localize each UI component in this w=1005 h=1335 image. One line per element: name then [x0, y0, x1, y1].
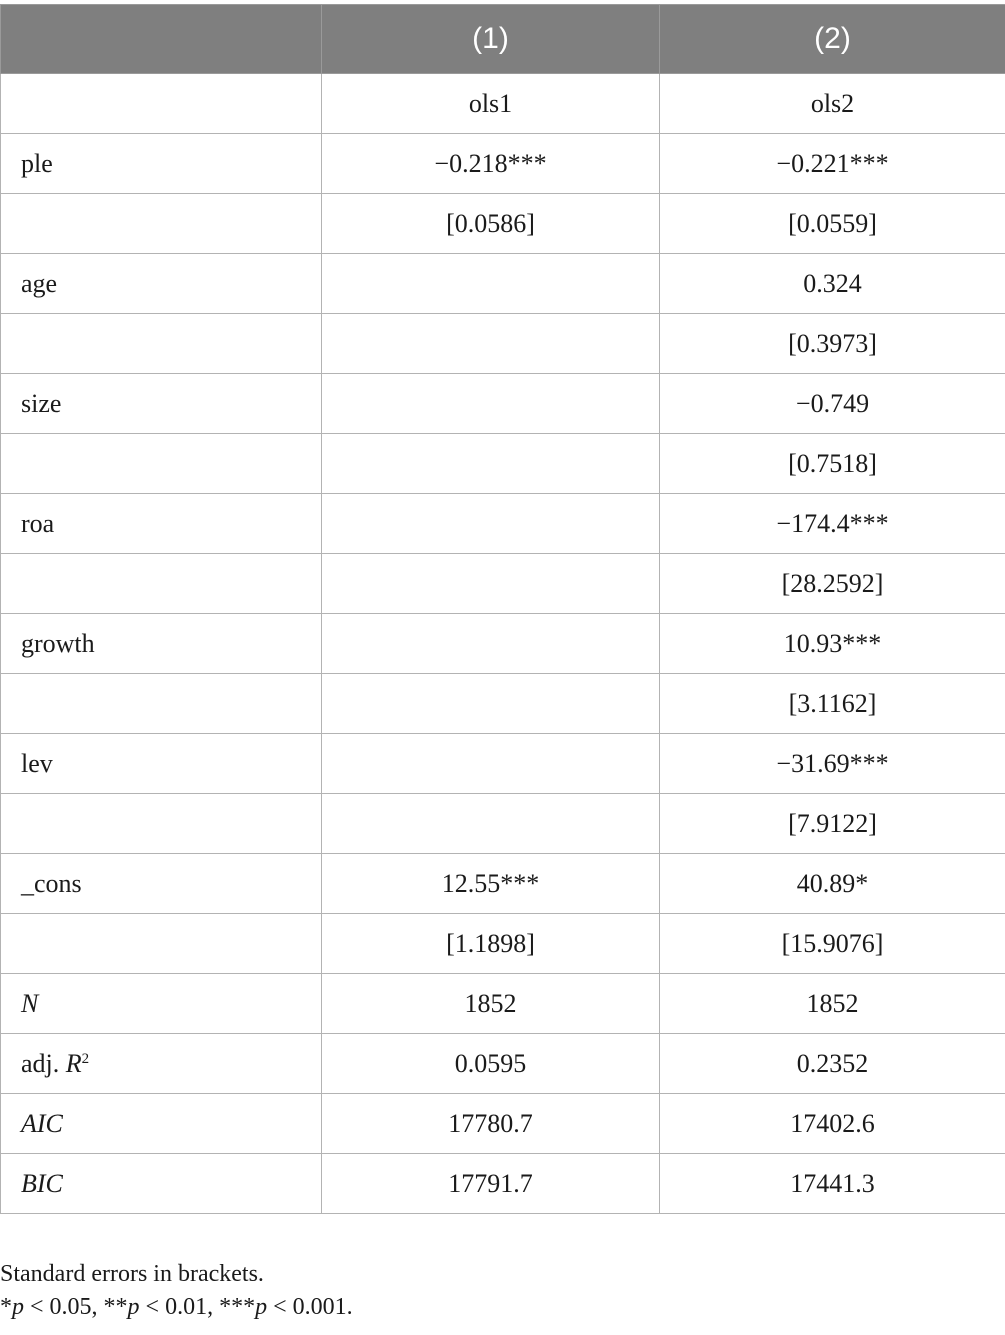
row-label [1, 1034, 322, 1094]
table-row [1, 134, 1005, 194]
table-row [1, 74, 1005, 134]
cell-model-1: 0.0595 [322, 1034, 660, 1094]
cell-model-2: −0.221*** [660, 134, 1005, 194]
table-notes [0, 1258, 353, 1324]
cell-model-1 [322, 734, 660, 794]
table-row [1, 974, 1005, 1034]
table-row [1, 314, 1005, 374]
cell-model-2: [7.9122] [660, 794, 1005, 854]
cell-model-1: [0.0586] [322, 194, 660, 254]
cell-model-2: 10.93*** [660, 614, 1005, 674]
header-cell-model-1: (1) [322, 5, 660, 74]
row-label [1, 674, 322, 734]
row-label-superscript: 2 [81, 1050, 90, 1067]
cell-model-1 [322, 374, 660, 434]
cell-model-1 [322, 794, 660, 854]
cell-model-1 [322, 554, 660, 614]
row-label: _cons [1, 854, 322, 914]
regression-table [0, 4, 1005, 1214]
cell-model-1: 17780.7 [322, 1094, 660, 1154]
row-label: roa [1, 494, 322, 554]
cell-model-2: 17441.3 [660, 1154, 1005, 1214]
table-header-row [1, 5, 1005, 74]
table-row [1, 914, 1005, 974]
cell-model-1 [322, 674, 660, 734]
row-label: ple [1, 134, 322, 194]
p-symbol-3: p [255, 1294, 268, 1320]
cell-model-1: 17791.7 [322, 1154, 660, 1214]
p-symbol-2: p [127, 1294, 140, 1320]
table-row [1, 554, 1005, 614]
cell-model-2: [28.2592] [660, 554, 1005, 614]
sig-symbol-3: *** [219, 1294, 256, 1320]
cell-model-2: −174.4*** [660, 494, 1005, 554]
sig-threshold-3: < 0.001. [267, 1294, 353, 1320]
row-label [1, 794, 322, 854]
row-label [1, 194, 322, 254]
cell-model-1: −0.218*** [322, 134, 660, 194]
row-label [1, 434, 322, 494]
cell-model-2: [3.1162] [660, 674, 1005, 734]
sig-symbol-1: * [0, 1294, 12, 1320]
table-row [1, 434, 1005, 494]
cell-model-1: 1852 [322, 974, 660, 1034]
cell-model-2: 40.89* [660, 854, 1005, 914]
sig-symbol-2: ** [103, 1294, 128, 1320]
cell-model-1 [322, 314, 660, 374]
table-row [1, 854, 1005, 914]
cell-model-2: ols2 [660, 74, 1005, 134]
row-label-prefix: adj. [21, 1048, 66, 1078]
row-label: AIC [1, 1094, 322, 1154]
row-label: BIC [1, 1154, 322, 1214]
table-row [1, 194, 1005, 254]
table-row [1, 1154, 1005, 1214]
table-row [1, 614, 1005, 674]
row-label [1, 554, 322, 614]
row-label: N [1, 974, 322, 1034]
sig-threshold-1: < 0.05, [24, 1294, 104, 1320]
cell-model-1: [1.1898] [322, 914, 660, 974]
table-row [1, 1094, 1005, 1154]
row-label [1, 914, 322, 974]
cell-model-1: ols1 [322, 74, 660, 134]
row-label-variable: R [65, 1048, 82, 1078]
cell-model-2: 17402.6 [660, 1094, 1005, 1154]
cell-model-1 [322, 614, 660, 674]
cell-model-1: 12.55*** [322, 854, 660, 914]
cell-model-2: −31.69*** [660, 734, 1005, 794]
cell-model-2: [0.7518] [660, 434, 1005, 494]
table-row [1, 734, 1005, 794]
row-label: size [1, 374, 322, 434]
cell-model-2: [15.9076] [660, 914, 1005, 974]
cell-model-2: −0.749 [660, 374, 1005, 434]
cell-model-2: 1852 [660, 974, 1005, 1034]
p-symbol-1: p [12, 1294, 24, 1320]
table-row [1, 1034, 1005, 1094]
row-label [1, 74, 322, 134]
row-label: age [1, 254, 322, 314]
row-label: lev [1, 734, 322, 794]
standard-errors-note: Standard errors in brackets. [0, 1261, 264, 1287]
cell-model-1 [322, 494, 660, 554]
row-label: growth [1, 614, 322, 674]
table-row [1, 374, 1005, 434]
significance-note [0, 1291, 353, 1324]
table-row [1, 494, 1005, 554]
header-cell-stub [1, 5, 322, 74]
table-row [1, 674, 1005, 734]
sig-threshold-2: < 0.01, [139, 1294, 220, 1320]
cell-model-2: 0.324 [660, 254, 1005, 314]
row-label [1, 314, 322, 374]
table-row [1, 794, 1005, 854]
cell-model-2: 0.2352 [660, 1034, 1005, 1094]
header-cell-model-2: (2) [660, 5, 1005, 74]
cell-model-1 [322, 434, 660, 494]
cell-model-2: [0.3973] [660, 314, 1005, 374]
cell-model-1 [322, 254, 660, 314]
table-row [1, 254, 1005, 314]
cell-model-2: [0.0559] [660, 194, 1005, 254]
